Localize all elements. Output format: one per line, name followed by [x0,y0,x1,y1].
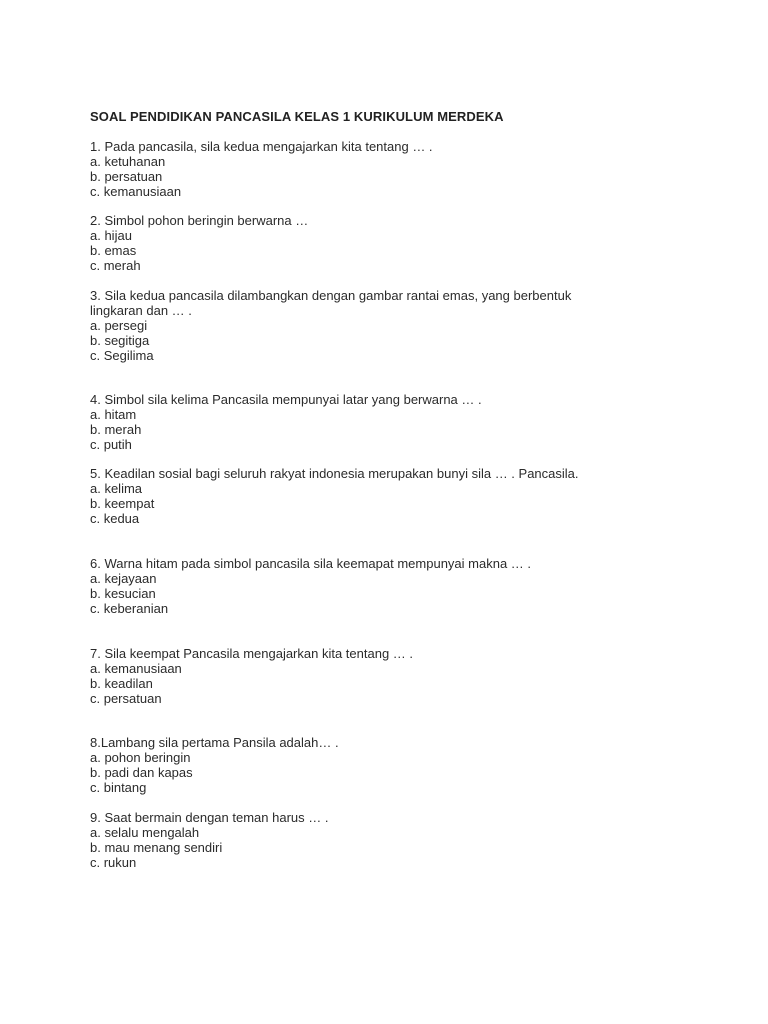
option-b: b. keadilan [90,676,153,691]
question-8 [90,735,690,795]
question-3 [90,288,690,363]
option-b: b. mau menang sendiri [90,840,223,855]
question-text: 2. Simbol pohon beringin berwarna … [90,213,309,228]
question-7 [90,646,690,706]
option-c: c. merah [90,258,141,273]
option-a: a. kelima [90,481,143,496]
question-text: 9. Saat bermain dengan teman harus … . [90,810,329,825]
option-b: b. keempat [90,496,155,511]
page-title: SOAL PENDIDIKAN PANCASILA KELAS 1 KURIKULUM MERDEKA [90,109,504,124]
question-text: 5. Keadilan sosial bagi seluruh rakyat indonesia merupakan bunyi sila … . Pancasila. [90,466,579,481]
option-c: c. Segilima [90,348,154,363]
question-1 [90,139,690,199]
question-9 [90,810,690,870]
option-c: c. kemanusiaan [90,184,182,199]
option-a: a. hitam [90,407,137,422]
option-a: a. persegi [90,318,148,333]
option-b: b. padi dan kapas [90,765,193,780]
question-5 [90,466,690,526]
question-6 [90,556,690,616]
option-c: c. persatuan [90,691,162,706]
question-text: 8.Lambang sila pertama Pansila adalah… . [90,735,339,750]
option-c: c. bintang [90,780,147,795]
option-c: c. kedua [90,511,140,526]
option-a: a. kemanusiaan [90,661,182,676]
question-text: 6. Warna hitam pada simbol pancasila sila keemapat mempunyai makna … . [90,556,532,571]
question-4 [90,392,690,452]
option-b: b. segitiga [90,333,150,348]
question-2 [90,213,690,273]
question-text: 4. Simbol sila kelima Pancasila mempunyai latar yang berwarna … . [90,392,482,407]
question-text: 3. Sila kedua pancasila dilambangkan dengan gambar rantai emas, yang berbentuk [90,288,572,303]
option-c: c. rukun [90,855,137,870]
question-text-continued: lingkaran dan … . [90,303,192,318]
option-b: b. merah [90,422,142,437]
option-a: a. kejayaan [90,571,157,586]
option-c: c. putih [90,437,132,452]
option-a: a. pohon beringin [90,750,191,765]
option-a: a. selalu mengalah [90,825,200,840]
option-a: a. hijau [90,228,132,243]
option-b: b. emas [90,243,137,258]
option-b: b. kesucian [90,586,156,601]
option-c: c. keberanian [90,601,169,616]
option-a: a. ketuhanan [90,154,166,169]
question-text: 1. Pada pancasila, sila kedua mengajarkan kita tentang … . [90,139,433,154]
option-b: b. persatuan [90,169,163,184]
question-text: 7. Sila keempat Pancasila mengajarkan kita tentang … . [90,646,414,661]
